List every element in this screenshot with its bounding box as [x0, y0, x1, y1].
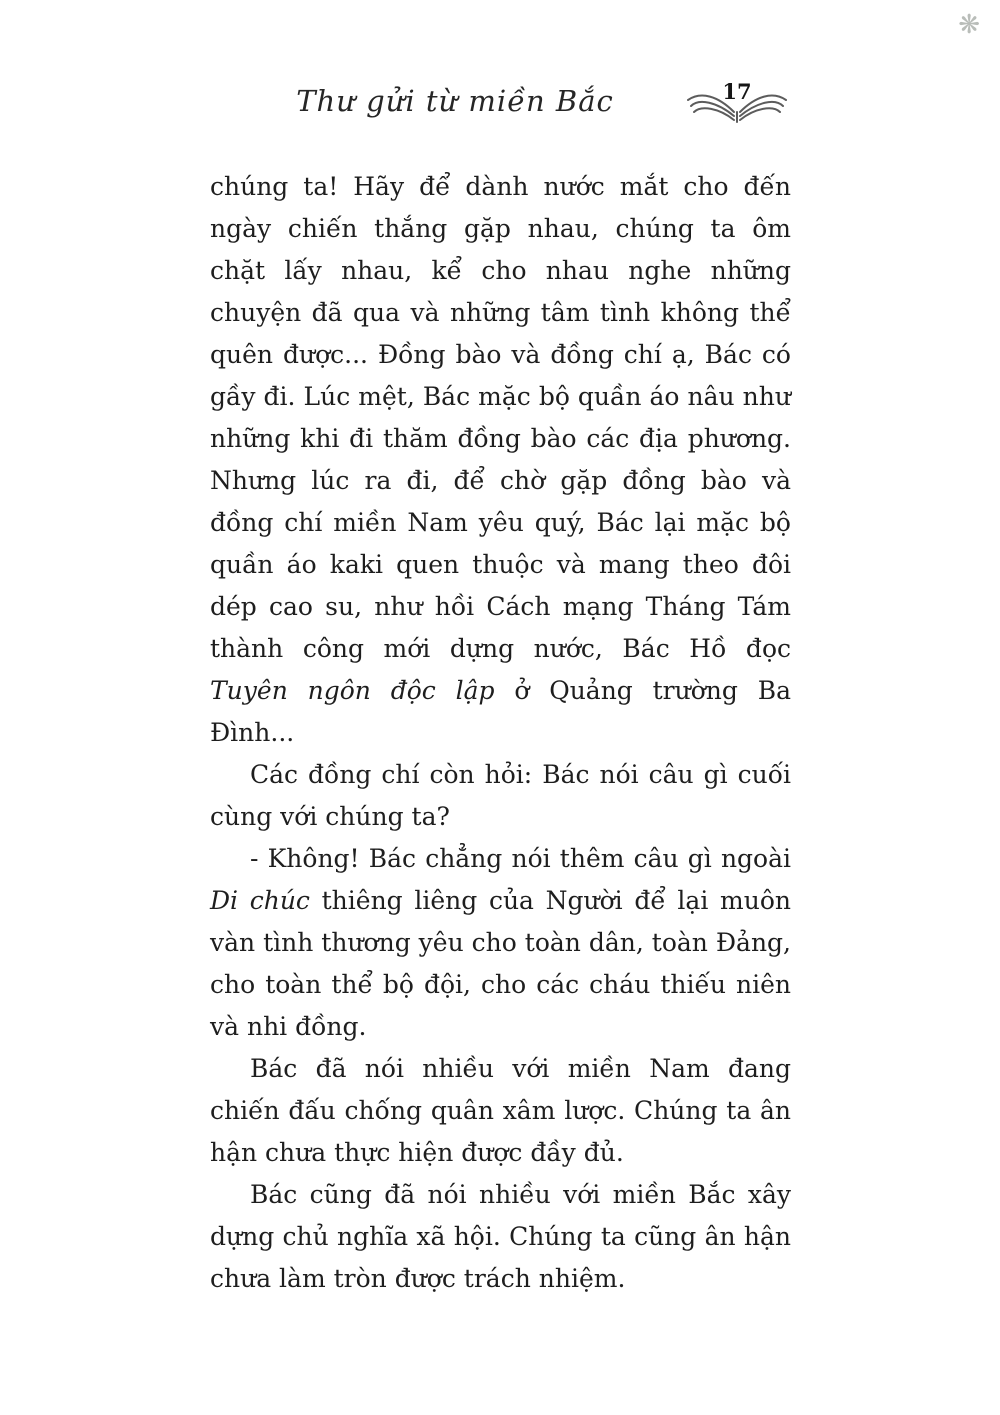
paragraph-4	[210, 1048, 791, 1174]
text-segment: ở Quảng trường Ba Đình...	[210, 676, 791, 747]
paragraph-1	[210, 166, 791, 754]
text-segment: chúng ta! Hãy để dành nước mắt cho đến ngày chiến thắng gặp nhau, chúng ta ôm chặt lấy nhau, kể cho nhau nghe những chuyện đã qua và những tâm tình không thể quên được... Đồng bào và đồng chí ạ, Bác có gầy đi. Lúc mệt, Bác mặc bộ quần áo nâu như những khi đi thăm đồng bào các địa phương. Nhưng lúc ra đi, để chờ gặp đồng bào và đồng chí miền Nam yêu quý, Bác lại mặc bộ quần áo kaki quen thuộc và mang theo đôi dép cao su, như hồi Cách mạng Tháng Tám thành công mới dựng nước, Bác Hồ đọc	[210, 172, 791, 663]
text-segment-italic: Tuyên ngôn độc lập	[210, 676, 495, 705]
text-segment: Bác cũng đã nói nhiều với miền Bắc xây dựng chủ nghĩa xã hội. Chúng ta cũng ân hận chưa làm tròn được trách nhiệm.	[210, 1180, 791, 1293]
page-number: 17	[722, 79, 752, 104]
page-number-ornament	[686, 78, 788, 126]
text-segment: - Không! Bác chẳng nói thêm câu gì ngoài	[250, 844, 791, 873]
running-title: Thư gửi từ miền Bắc	[296, 84, 614, 118]
page-text	[210, 166, 791, 1300]
text-segment: Bác đã nói nhiều với miền Nam đang chiến đấu chống quân xâm lược. Chúng ta ân hận chưa thực hiện được đầy đủ.	[210, 1054, 791, 1167]
text-segment-italic: Di chúc	[210, 886, 310, 915]
paragraph-3	[210, 838, 791, 1048]
text-segment: thiêng liêng của Người để lại muôn vàn tình thương yêu cho toàn dân, toàn Đảng, cho toàn thể bộ đội, cho các cháu thiếu niên và nhi đồng.	[210, 886, 791, 1041]
paragraph-2	[210, 754, 791, 838]
paragraph-5	[210, 1174, 791, 1300]
flower-ornament-icon: ❋	[958, 10, 980, 40]
text-segment: Các đồng chí còn hỏi: Bác nói câu gì cuối cùng với chúng ta?	[210, 760, 791, 831]
